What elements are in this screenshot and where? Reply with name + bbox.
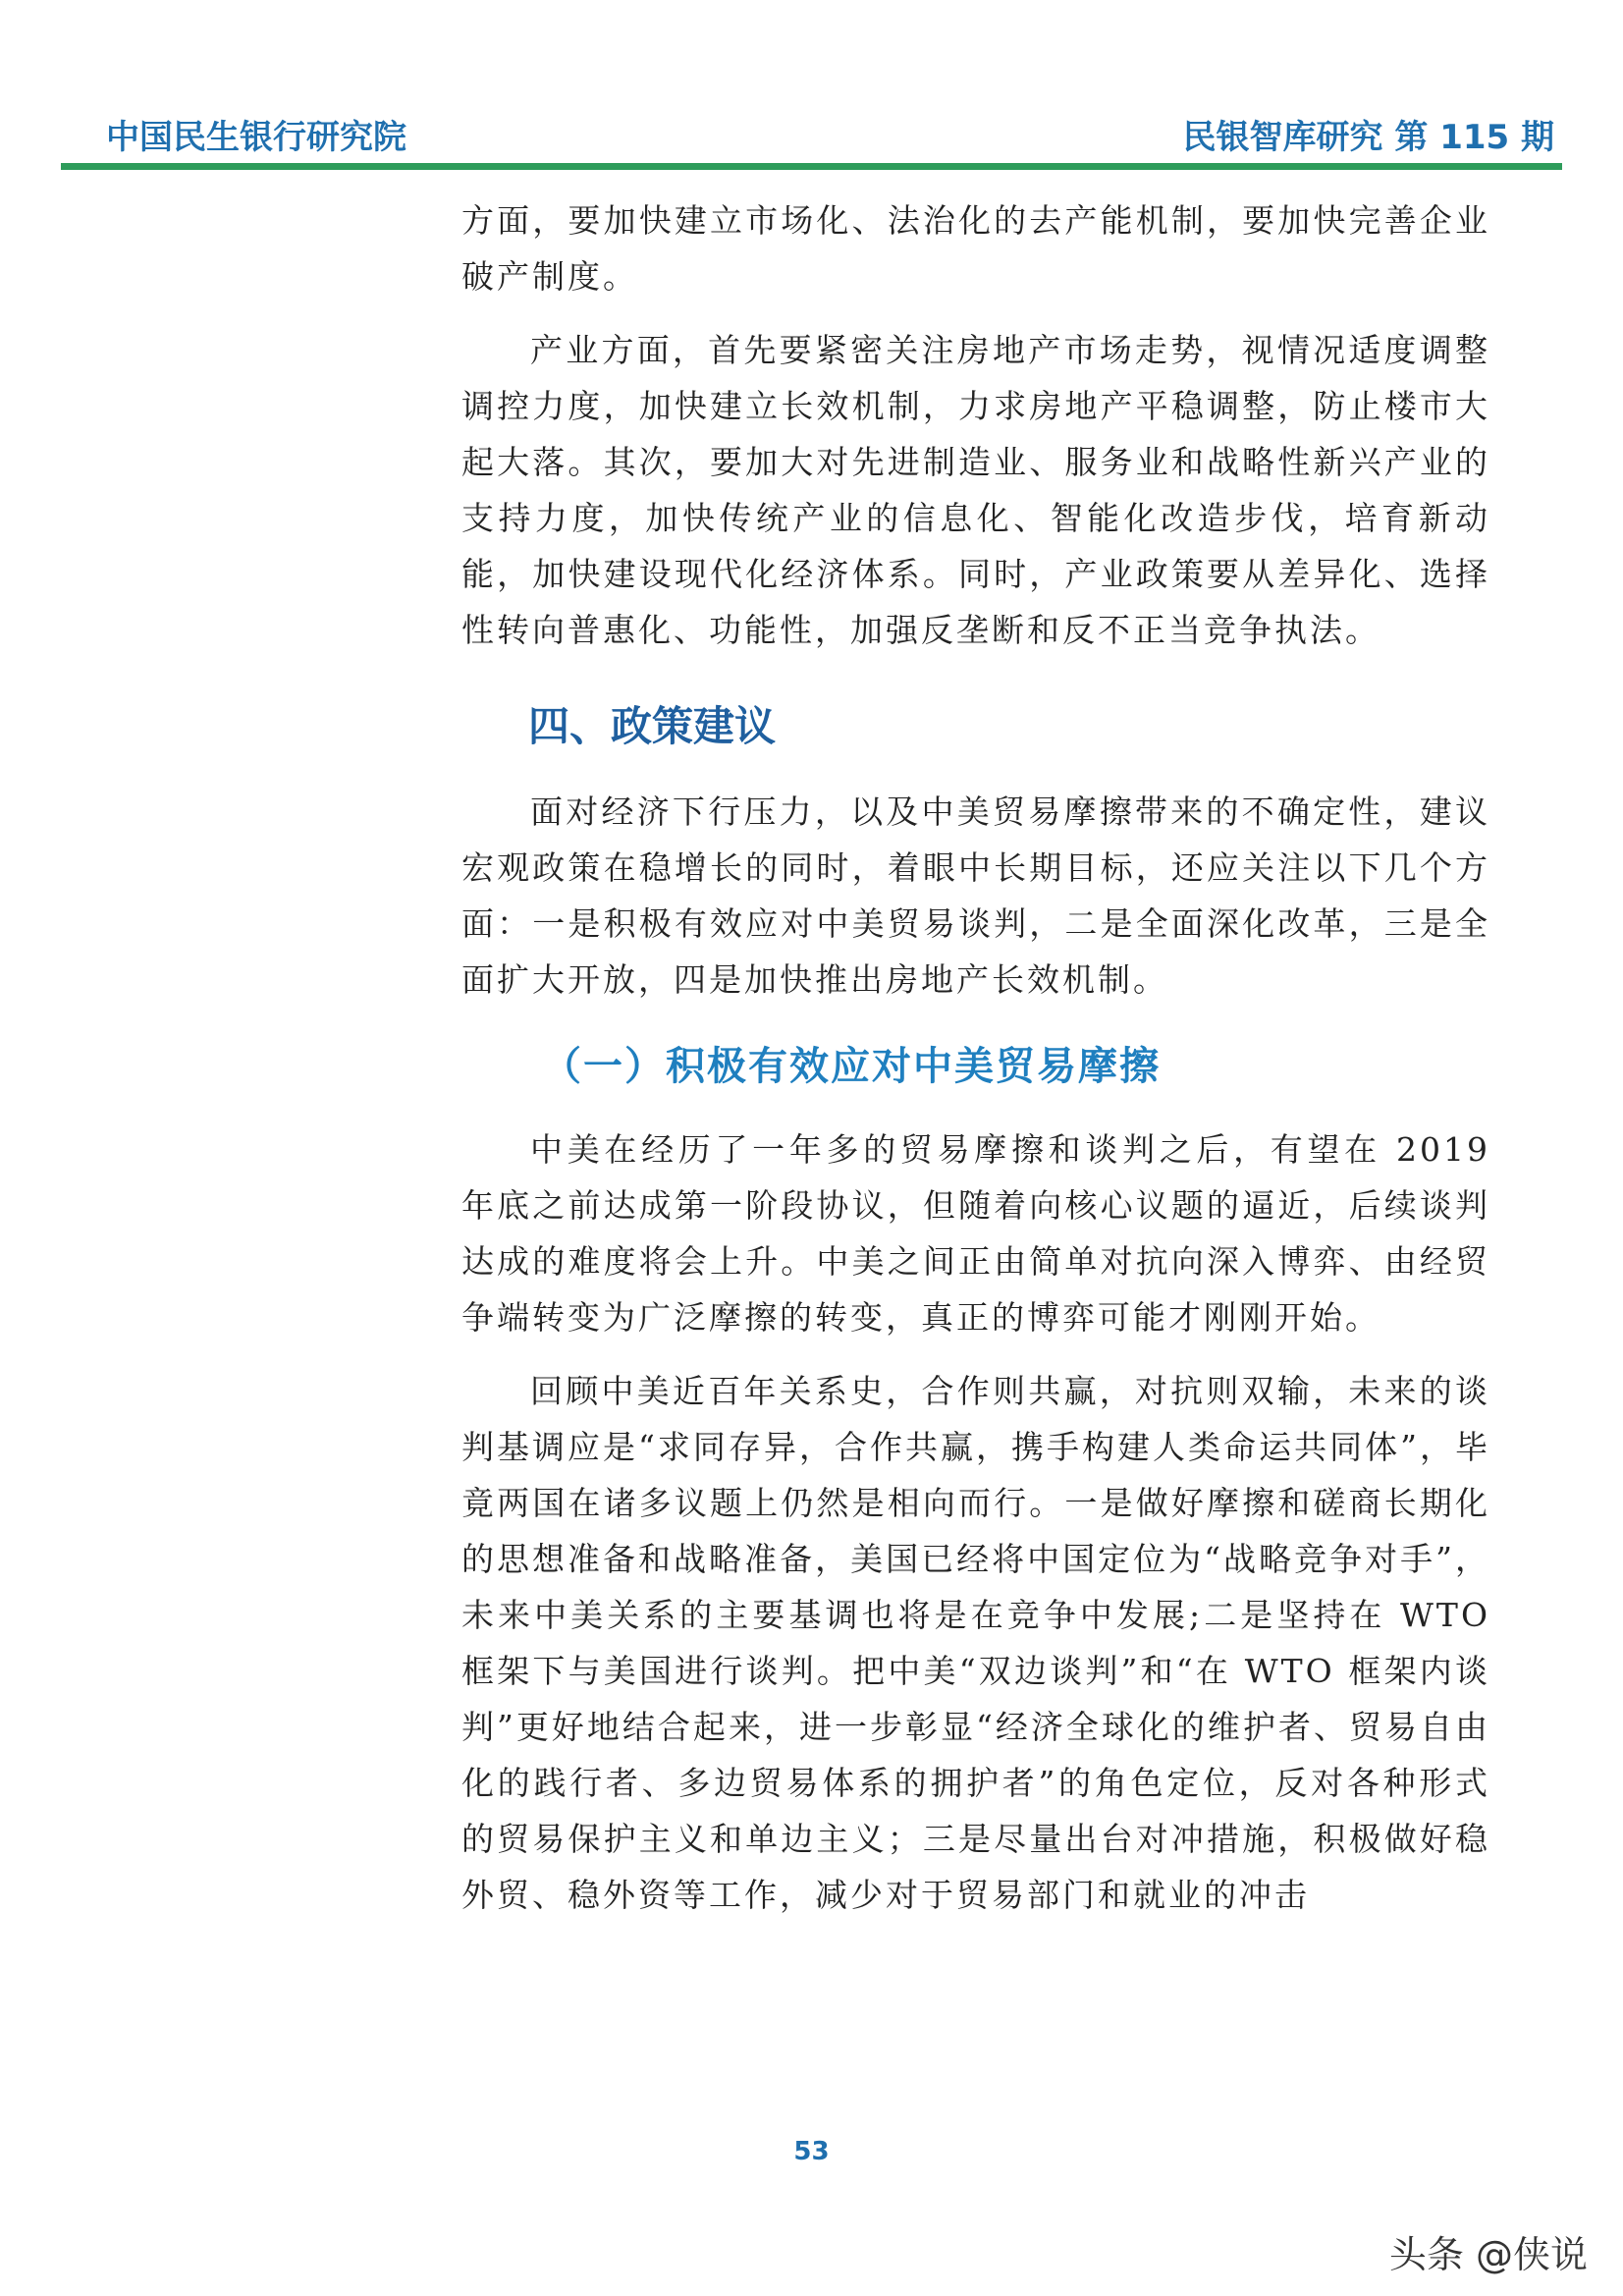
subsection-heading: （一）积极有效应对中美贸易摩擦 xyxy=(542,1044,1161,1089)
paragraph-4: 中美在经历了一年多的贸易摩擦和谈判之后，有望在 2019 年底之前达成第一阶段协议，但随着向核心议题的逼近，后续谈判达成的难度将会上升。中美之间正由简单对抗向深入博弈、由经贸争端转变为广泛摩擦的转变，真正的博弈可能才刚刚开始。 xyxy=(461,1130,1490,1337)
watermark: 头条 @侠说 xyxy=(1388,2233,1588,2276)
paragraph-3: 面对经济下行压力，以及中美贸易摩擦带来的不确定性，建议宏观政策在稳增长的同时，着眼中长期目标，还应关注以下几个方面：一是积极有效应对中美贸易谈判，二是全面深化改革，三是全面扩大开放，四是加快推出房地产长效机制。 xyxy=(461,793,1490,999)
paragraph-1: 方面，要加快建立市场化、法治化的去产能机制，要加快完善企业破产制度。 xyxy=(461,201,1490,296)
header-issue: 民银智库研究 第 115 期 xyxy=(1182,118,1554,157)
header-divider xyxy=(61,163,1562,170)
page-number: 53 xyxy=(793,2137,830,2166)
section-heading: 四、政策建议 xyxy=(528,702,777,750)
header-org-name: 中国民生银行研究院 xyxy=(106,118,406,157)
page-content xyxy=(461,192,1490,1923)
paragraph-2: 产业方面，首先要紧密关注房地产市场走势，视情况适度调整调控力度，加快建立长效机制，力求房地产平稳调整，防止楼市大起大落。其次，要加大对先进制造业、服务业和战略性新兴产业的支持力度，加快传统产业的信息化、智能化改造步伐，培育新动能，加快建设现代化经济体系。同时，产业政策要从差异化、选择性转向普惠化、功能性，加强反垄断和反不正当竞争执法。 xyxy=(461,331,1490,649)
paragraph-5: 回顾中美近百年关系史，合作则共赢，对抗则双输，未来的谈判基调应是“求同存异，合作共赢，携手构建人类命运共同体”，毕竟两国在诸多议题上仍然是相向而行。一是做好摩擦和磋商长期化的思想准备和战略准备，美国已经将中国定位为“战略竞争对手”，未来中美关系的主要基调也将是在竞争中发展;二是坚持在 WTO 框架下与美国进行谈判。把中美“双边谈判”和“在 WTO 框架内谈判”更好地结合起来，进一步彰显“经济全球化的维护者、贸易自由化的践行者、多边贸易体系的拥护者”的角色定位，反对各种形式的贸易保护主义和单边主义；三是尽量出台对冲措施，积极做好稳外贸、稳外资等工作，减少对于贸易部门和就业的冲击 xyxy=(461,1372,1490,1914)
